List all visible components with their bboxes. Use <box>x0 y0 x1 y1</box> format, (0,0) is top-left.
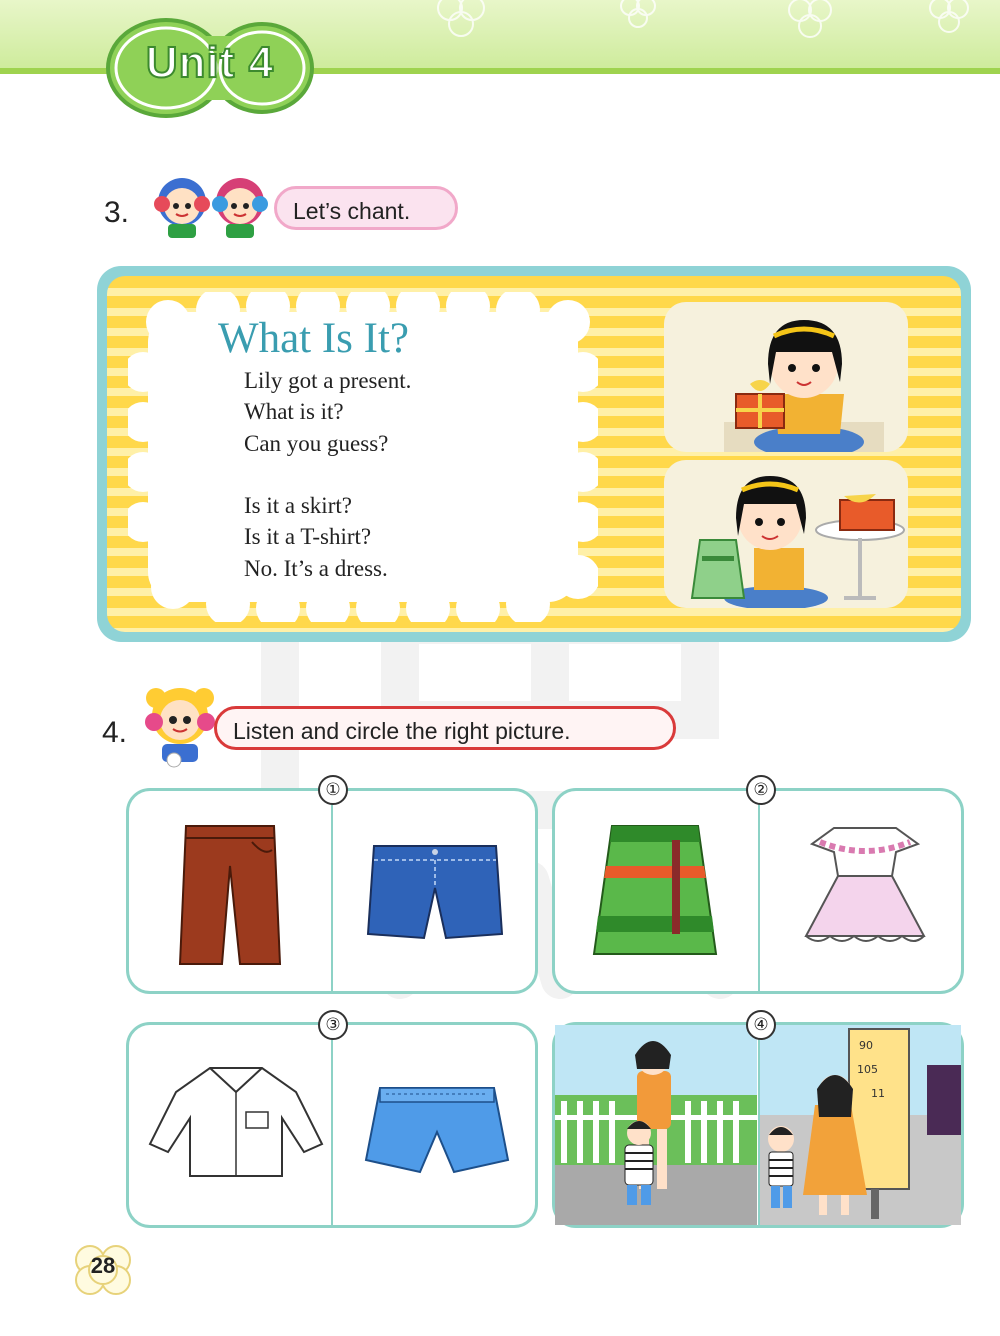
park-walk-scene[interactable] <box>555 1025 757 1225</box>
pair-divider <box>331 1024 333 1226</box>
poem-line: What is it? <box>244 399 344 424</box>
sign-number-105: 105 <box>857 1063 878 1076</box>
unit-title: Unit 4 <box>145 38 275 87</box>
kids-mascot-icon <box>152 170 282 242</box>
sign-number-11: 11 <box>871 1087 885 1100</box>
bus-stop-scene[interactable] <box>759 1025 961 1225</box>
poem-line: No. It’s a dress. <box>244 556 388 581</box>
girl-dress-picture <box>664 460 908 608</box>
page-number: 28 <box>90 1253 116 1278</box>
poem-line: Lily got a present. <box>244 368 412 393</box>
pair-divider <box>331 790 333 992</box>
white-shirt-icon[interactable] <box>146 1062 326 1182</box>
poem-line: Can you guess? <box>244 431 389 456</box>
denim-shorts-icon[interactable] <box>360 838 510 948</box>
section-4-number: 4. <box>102 716 128 749</box>
item-number-1: ① <box>318 775 348 805</box>
pink-dress-icon[interactable] <box>800 820 930 960</box>
section-3-number: 3. <box>104 196 130 229</box>
listen-instruction: Listen and circle the right picture. <box>214 706 676 750</box>
item-number-4: ④ <box>746 1010 776 1040</box>
clover-pattern <box>380 0 1000 60</box>
poem-line: Is it a skirt? <box>244 493 352 518</box>
chant-instruction: Let’s chant. <box>274 186 458 230</box>
green-skirt-icon[interactable] <box>590 820 720 960</box>
poem-line: Is it a T-shirt? <box>244 524 372 549</box>
sign-number-90: 90 <box>859 1039 873 1052</box>
girl-dress-icon <box>664 460 908 608</box>
blue-shorts-icon[interactable] <box>362 1080 512 1180</box>
trousers-icon[interactable] <box>160 820 300 970</box>
girl-present-icon <box>664 302 908 452</box>
girl-present-picture <box>664 302 908 452</box>
poem-title: What Is It? <box>218 315 410 362</box>
item-number-2: ② <box>746 775 776 805</box>
pair-divider <box>758 790 760 992</box>
girl-mascot-icon <box>140 676 220 768</box>
pair-divider <box>758 1024 760 1226</box>
item-number-3: ③ <box>318 1010 348 1040</box>
